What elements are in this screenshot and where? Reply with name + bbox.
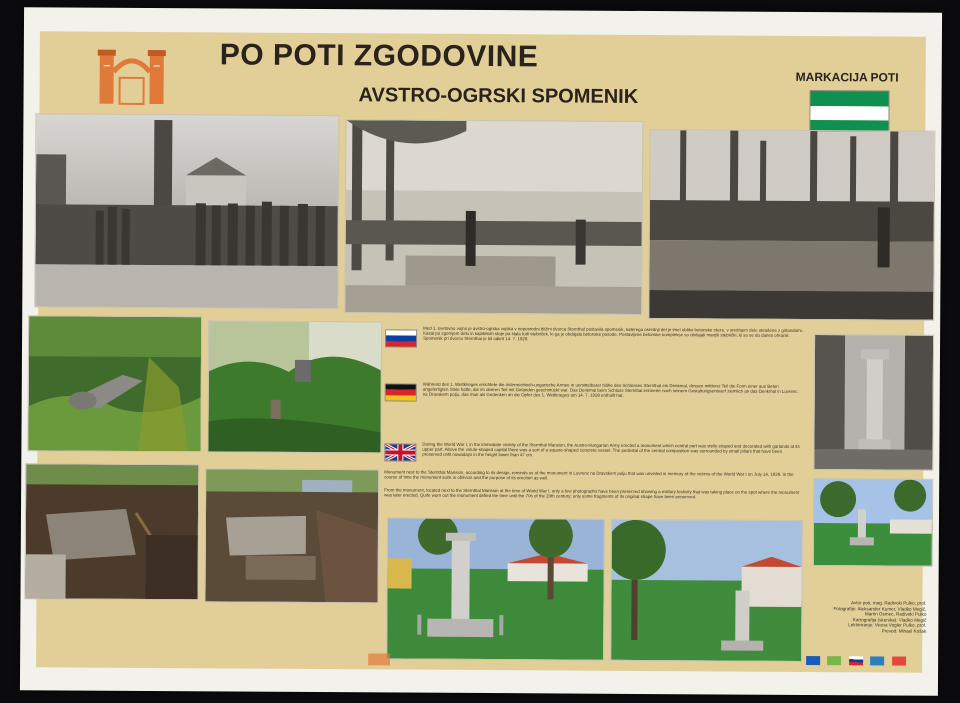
flag-germany-icon bbox=[385, 383, 417, 401]
gate-logo-icon bbox=[95, 42, 167, 106]
credits-block bbox=[826, 600, 926, 634]
photo-monument-bw bbox=[813, 334, 934, 471]
text-slovene: Med 1. svetovno vojno je avstro-ogrska vojska v neposredni bližini dvorca Sternthal postavila spomenik, katerega osrednji del je imel obliko betonske steze, v srednjem delu okrašene z girlandami. Kasal po zgornjem delu in kapitelom stoje pa stala tudi stebriček, ki ga je obdajala betonske posode. Postavlјene betonske komplekse so obdajali manjši stebrički, ki so se do danes ohranili. Spomenik pri dvorcu Sternthal je bil odkrit 14. 7. 1929. bbox=[423, 325, 803, 342]
sponsor-logo-icon bbox=[828, 656, 842, 665]
sponsor-logo-icon bbox=[892, 657, 906, 666]
text-german: Während des 1. Weltkrieges errichtete die österreichisch-ungarische Armee in unmittelbarer Nähe des Schlosses Sternthal ein Denkmal, dessen mittlerer Teil die Form einer aus Beton angefertigten Stele hatte, die im oberen Teil mit Girlanden geschmückt war. Das Denkmal beim Schloss Sternthal erinnerte noch seinem Gestaltungsentwurf ziemlich an das Denkmal in Lovrenc na Dravskem polju, das man als Gedenken an die Opfer des 1. Weltkrieges am 14. 7. 1929 enthüllt hat. bbox=[422, 381, 798, 399]
flag-uk-icon bbox=[384, 443, 416, 461]
photo-excavation-ruins bbox=[204, 468, 379, 603]
slovenia-flag-logo-icon bbox=[849, 656, 863, 665]
historic-photo-crowd-right bbox=[648, 129, 935, 321]
poster-subtitle: AVSTRO-OGRSKI SPOMENIK bbox=[358, 84, 639, 108]
photo-stone-grass bbox=[27, 315, 202, 452]
render-monument-perspective bbox=[610, 519, 803, 662]
description-text-block bbox=[384, 319, 803, 512]
render-monument-front bbox=[386, 517, 605, 660]
publisher-logo-icon bbox=[368, 653, 390, 665]
render-monument-small bbox=[813, 478, 934, 567]
historic-photo-ceremony bbox=[344, 119, 643, 315]
text-english-1: During the World War I, in the immediate vicinity of the Sternthal Mansion, the Austro-Hungarian Army erected a monument which central part was stelly shaped and decorated with garlands at its upper part. Above the volute-shaped capital there was a sort of a square-shaped concrete vessel. The pedestal of the central composition was surrounded by small pillars that have been preserved until nowadays in the height lower than 47 cm. bbox=[422, 441, 800, 458]
photo-overgrown-garden bbox=[207, 320, 382, 453]
sponsor-logo-icon bbox=[870, 656, 884, 665]
historic-photo-crowd-left bbox=[34, 113, 339, 309]
eu-logo-icon bbox=[806, 656, 820, 665]
sponsor-logos bbox=[806, 652, 926, 665]
credit-line: Prevod: Mihael Košak bbox=[881, 628, 927, 634]
text-english-2: Monument next to the Sternthal Mansion, according to its design, reminds us of the monument in Lovrenc na Dravskem polju that was unveiled in memory of the victims of the World War I on July 14, 1929. In the course of time the monument sunk in oblivion and the purpose of its erection as well. bbox=[384, 469, 794, 481]
text-english-3: From the monument, located next to the Sternthal Mansion at the time of World War I, only a few photographs have been preserved showing a military festivity that was taking place on the spot where the monument was later erected. Quite worn out the monument defied the time until the 70s of the 20th century; only some fragments of its original shape have been preserved. bbox=[384, 487, 800, 500]
poster-board bbox=[20, 7, 942, 696]
poster-title: PO POTI ZGODOVINE bbox=[219, 38, 539, 74]
flag-slovenia-icon bbox=[385, 329, 417, 347]
credit-line: Avtor poti, mag. Radivoki Pulko, prof. bbox=[850, 600, 927, 606]
photo-excavation-stone bbox=[24, 463, 199, 600]
marking-label: MARKACIJA POTI bbox=[795, 69, 899, 85]
credit-line: Lektoriranje: Vesna Vogler Pulko, prof. bbox=[848, 622, 927, 629]
credit-line: Martin Osmec, Radivoki Pulko bbox=[864, 611, 927, 617]
credit-line: Kartografija (skenika): Vladko Megič bbox=[852, 617, 927, 623]
credit-line: Fotografije: Aleksander Kumer, Vladko Megič, bbox=[833, 605, 927, 612]
